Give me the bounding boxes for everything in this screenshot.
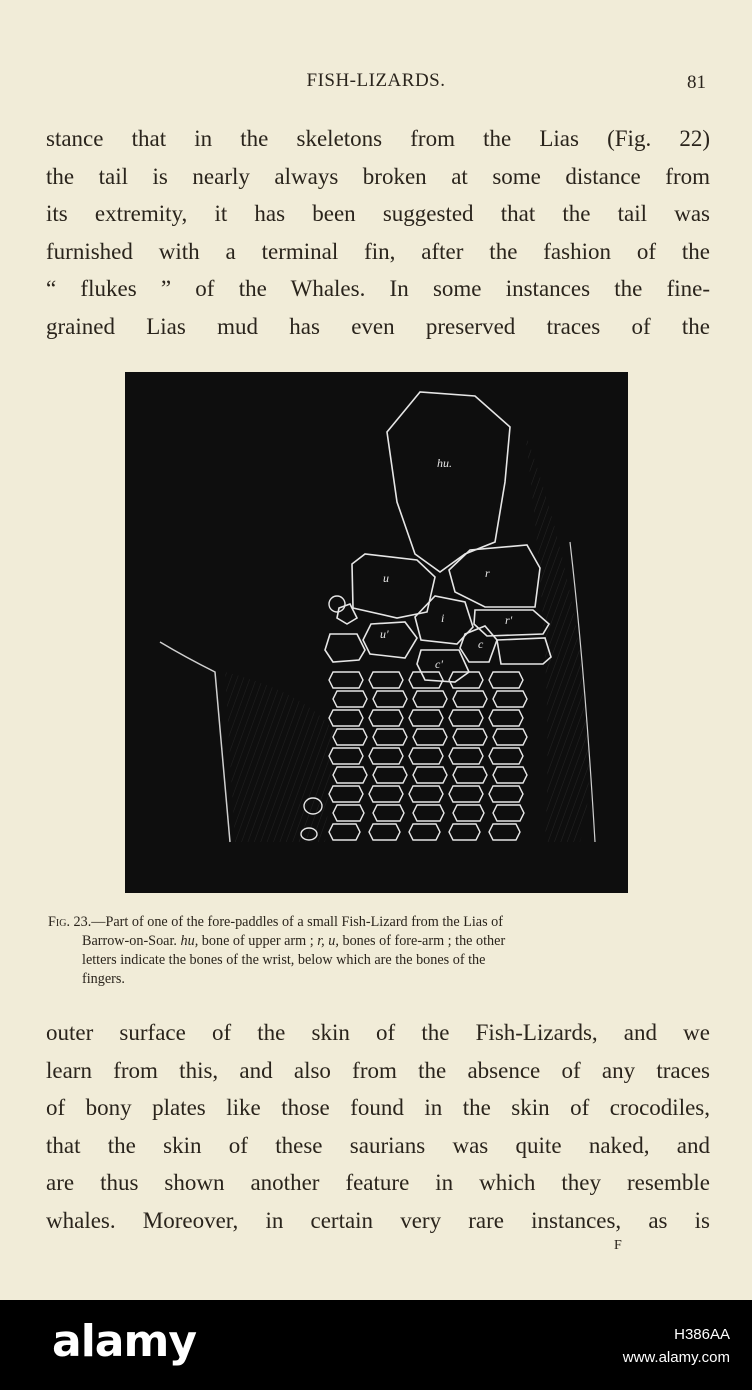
text-line: outer surface of the skin of the Fish-Lizards, and we	[46, 1020, 710, 1045]
label-r: r	[485, 566, 490, 580]
image-id: H386AA	[674, 1326, 730, 1343]
label-u-prime: u'	[380, 627, 389, 641]
label-c-prime: c'	[435, 657, 443, 671]
caption-italic-ru: r, u,	[317, 933, 339, 949]
text-line: that the skin of these saurians was quite naked, and	[46, 1132, 710, 1158]
caption-line-3: letters indicate the bones of the wrist, below which are the bones of the	[82, 952, 486, 968]
paragraph-top	[46, 120, 710, 345]
text-line: grained Lias mud has even preserved traces of the	[46, 313, 710, 339]
text-line: are thus shown another feature in which they resemble	[46, 1170, 710, 1195]
caption-line-2	[48, 932, 710, 951]
text-line: furnished with a terminal fin, after the fashion of the	[46, 238, 710, 264]
caption-line-1	[48, 913, 710, 932]
text-line: learn from this, and also from the absence of any traces	[46, 1057, 710, 1083]
text-line: of bony plates like those found in the skin of crocodiles,	[46, 1095, 710, 1120]
paddle-illustration	[125, 372, 628, 893]
paragraph-bottom	[46, 1014, 710, 1239]
text-line: the tail is nearly always broken at some distance from	[46, 163, 710, 189]
text-line: whales. Moreover, in certain very rare instances, as is	[46, 1207, 710, 1233]
text-line: stance that in the skeletons from the Lias (Fig. 22)	[46, 126, 710, 151]
text-line: “ flukes ” of the Whales. In some instances the fine-	[46, 276, 710, 301]
label-i: i	[441, 611, 445, 625]
caption-text: bones of fore-arm ; the other	[338, 933, 506, 949]
caption-text: Barrow-on-Soar.	[82, 933, 181, 949]
caption-line-4: fingers.	[82, 971, 125, 987]
label-r-prime: r'	[505, 613, 513, 627]
site-url: www.alamy.com	[622, 1349, 730, 1366]
figure-caption	[48, 913, 710, 989]
fossil-paddle-figure	[125, 372, 628, 893]
label-hu: hu.	[437, 456, 452, 470]
signature-mark: F	[614, 1238, 622, 1253]
caption-italic-hu: hu,	[180, 933, 199, 949]
page-number: 81	[687, 72, 706, 93]
text-line: its extremity, it has been suggested that the tail was	[46, 201, 710, 226]
label-u: u	[383, 571, 389, 585]
label-c: c	[478, 637, 484, 651]
running-header: FISH-LIZARDS.	[306, 70, 446, 91]
fig-label: Fig.	[48, 914, 70, 930]
caption-text: 23.—Part of one of the fore-paddles of a small Fish-Lizard from the Lias of	[70, 914, 503, 930]
alamy-logo: alamy	[52, 1316, 196, 1367]
caption-text: bone of upper arm ;	[198, 933, 318, 949]
